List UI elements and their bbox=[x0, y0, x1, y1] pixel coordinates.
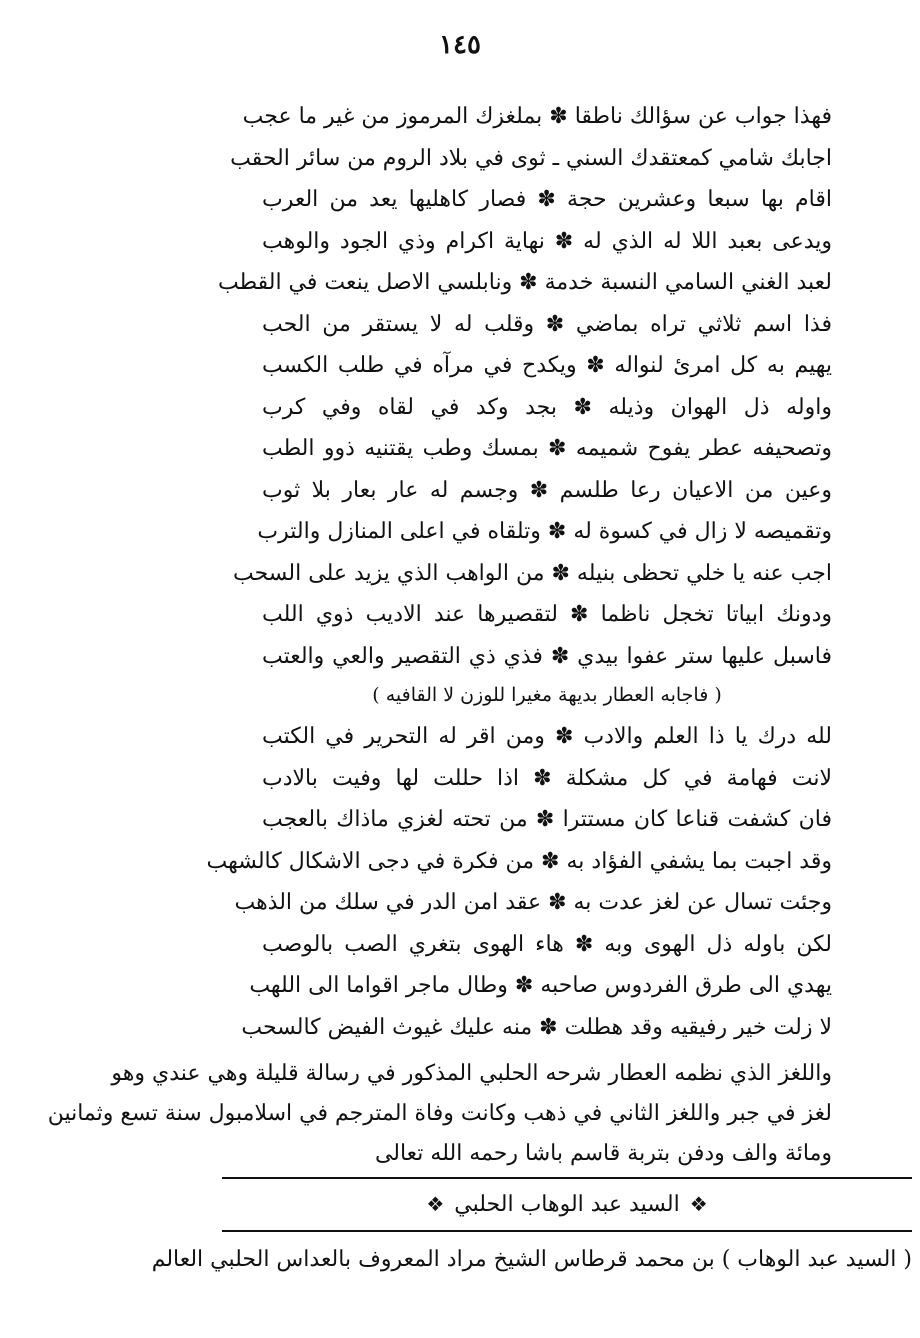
ornament-icon: ❖ bbox=[689, 1192, 708, 1216]
poem-line: فان كشفت قناعا كان مستترا ✽ من تحته لغزي ماذاك بالعجب bbox=[262, 807, 832, 832]
poem-line: يهدي الى طرق الفردوس صاحبه ✽ وطال ماجر اقواما الى اللهب bbox=[249, 973, 832, 998]
prose-line: لغز في جبر واللغز الثاني في ذهب وكانت وفاة المترجم في اسلامبول سنة تسع وثمانين bbox=[47, 1101, 832, 1126]
poem-line: فهذا جواب عن سؤالك ناطقا ✽ بملغزك المرموز من غير ما عجب bbox=[242, 104, 832, 129]
poem-line: وتقميصه لا زال في كسوة له ✽ وتلقاه في اعلى المنازل والترب bbox=[257, 519, 832, 544]
poem-line: وعين من الاعيان رعا طلسم ✽ وجسم له عار بعار بلا ثوب bbox=[262, 477, 832, 503]
poem-line: لله درك يا ذا العلم والادب ✽ ومن اقر له التحرير في الكتب bbox=[262, 724, 832, 749]
poem-line: اجب عنه يا خلي تحظى بنيله ✽ من الواهب الذي يزيد على السحب bbox=[233, 560, 832, 586]
ornament-icon: ❖ bbox=[426, 1192, 445, 1216]
poem-line: اجابك شامي كمعتقدك السني ـ ثوى في بلاد الروم من سائر الحقب bbox=[230, 145, 832, 171]
prose-line: واللغز الذي نظمه العطار شرحه الحلبي المذكور في رسالة قليلة وهي عندي وهو bbox=[111, 1061, 832, 1086]
section-heading bbox=[222, 1182, 912, 1226]
poem-first-part bbox=[217, 96, 832, 677]
section-title-text: السيد عبد الوهاب الحلبي bbox=[454, 1192, 680, 1217]
poem-line: واوله ذل الهوان وذيله ✽ بجد وكد في لقاه وفي كرب bbox=[262, 394, 832, 420]
poem-line: ودونك ابياتا تخجل ناظما ✽ لتقصيرها عند الاديب ذوي اللب bbox=[262, 602, 832, 627]
reply-subheading: ( فاجابه العطار بديهة مغيرا للوزن لا القافيه ) bbox=[372, 684, 722, 706]
prose-paragraph bbox=[47, 1054, 832, 1174]
divider-top bbox=[222, 1177, 912, 1179]
poem-line: لعبد الغني السامي النسبة خدمة ✽ ونابلسي الاصل ينعت في القطب bbox=[217, 270, 832, 295]
poem-line: فذا اسم ثلاثي تراه بماضي ✽ وقلب له لا يستقر من الحب bbox=[262, 311, 832, 337]
poem-line: لانت فهامة في كل مشكلة ✽ اذا حللت لها وفيت بالادب bbox=[262, 765, 832, 791]
poem-line: وقد اجبت بما يشفي الفؤاد به ✽ من فكرة في دجى الاشكال كالشهب bbox=[206, 848, 832, 874]
poem-line: لكن باوله ذل الهوى وبه ✽ هاء الهوى بتغري الصب بالوصب bbox=[262, 931, 832, 957]
poem-line: فاسبل عليها ستر عفوا بيدي ✽ فذي ذي التقصير والعي والعتب bbox=[262, 643, 832, 669]
prose-line: ومائة والف ودفن بتربة قاسم باشا رحمه الله تعالى bbox=[374, 1141, 832, 1166]
page-number: ١٤٥ bbox=[439, 30, 481, 60]
poem-reply bbox=[206, 716, 832, 1048]
poem-line: لا زلت خير رفيقيه وقد هطلت ✽ منه عليك غيوث الفيض كالسحب bbox=[241, 1014, 832, 1040]
poem-line: وتصحيفه عطر يفوح شميمه ✽ بمسك وطب يقتنيه ذوو الطب bbox=[262, 436, 832, 461]
poem-line: ويدعى بعبد اللا له الذي له ✽ نهاية اكرام وذي الجود والوهب bbox=[262, 228, 832, 254]
poem-line: اقام بها سبعا وعشرين حجة ✽ فصار كاهليها يعد من العرب bbox=[262, 187, 832, 212]
poem-line: وجئت تسال عن لغز عدت به ✽ عقد امن الدر في سلك من الذهب bbox=[234, 890, 832, 915]
poem-line: يهيم به كل امرئ لنواله ✽ ويكدح في مرآه في طلب الكسب bbox=[262, 353, 832, 378]
divider-bottom bbox=[222, 1230, 912, 1232]
biography-first-line: ( السيد عبد الوهاب ) بن محمد قرطاس الشيخ مراد المعروف بالعداس الحلبي العالم bbox=[151, 1247, 912, 1272]
